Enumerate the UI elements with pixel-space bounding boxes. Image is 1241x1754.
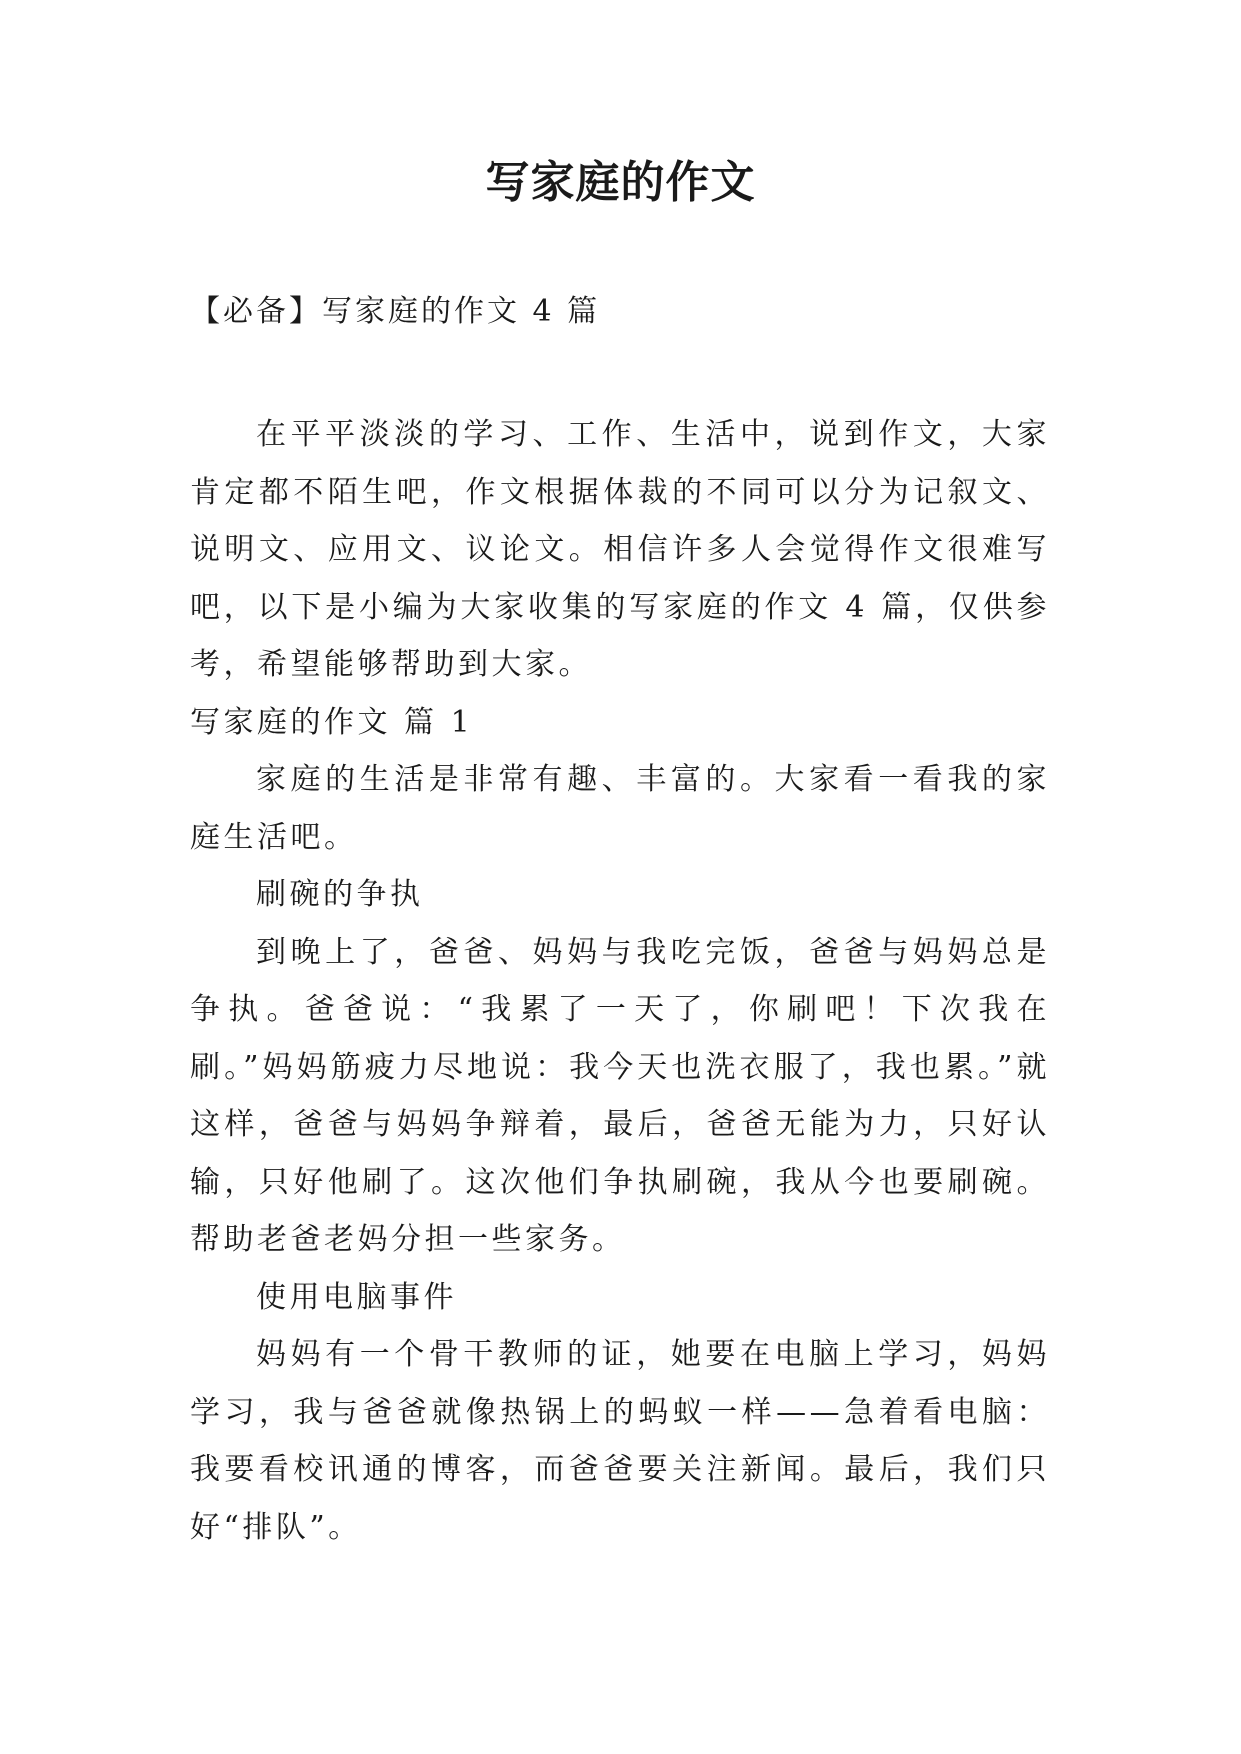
section-heading: 写家庭的作文 篇 1 bbox=[190, 704, 474, 740]
sub-heading: 使用电脑事件 bbox=[256, 1279, 457, 1315]
sub-heading: 刷碗的争执 bbox=[256, 877, 424, 912]
document-subtitle: 【必备】写家庭的作文 4 篇 bbox=[190, 294, 601, 329]
body-paragraph: 家庭的生活是非常有趣、丰富的。大家看一看我的家庭生活吧。 bbox=[190, 762, 1050, 855]
document-title: 写家庭的作文 bbox=[485, 157, 756, 208]
body-paragraph: 妈妈有一个骨干教师的证，她要在电脑上学习，妈妈学习，我与爸爸就像热锅上的蚂蚁一样——急着看电脑：我要看校讯通的博客，而爸爸要关注新闻。最后，我们只好“排队”。 bbox=[190, 1337, 1050, 1545]
document-body bbox=[190, 406, 1050, 1556]
intro-paragraph: 在平平淡淡的学习、工作、生活中，说到作文，大家肯定都不陌生吧，作文根据体裁的不同可以分为记叙文、说明文、应用文、议论文。相信许多人会觉得作文很难写吧，以下是小编为大家收集的写家庭的作文 4 篇，仅供参考，希望能够帮助到大家。 bbox=[190, 417, 1050, 682]
body-paragraph: 到晚上了，爸爸、妈妈与我吃完饭，爸爸与妈妈总是争执。爸爸说：“我累了一天了，你刷吧！下次我在刷。”妈妈筋疲力尽地说：我今天也洗衣服了，我也累。”就这样，爸爸与妈妈争辩着，最后，爸爸无能为力，只好认输，只好他刷了。这次他们争执刷碗，我从今也要刷碗。帮助老爸老妈分担一些家务。 bbox=[190, 934, 1050, 1257]
